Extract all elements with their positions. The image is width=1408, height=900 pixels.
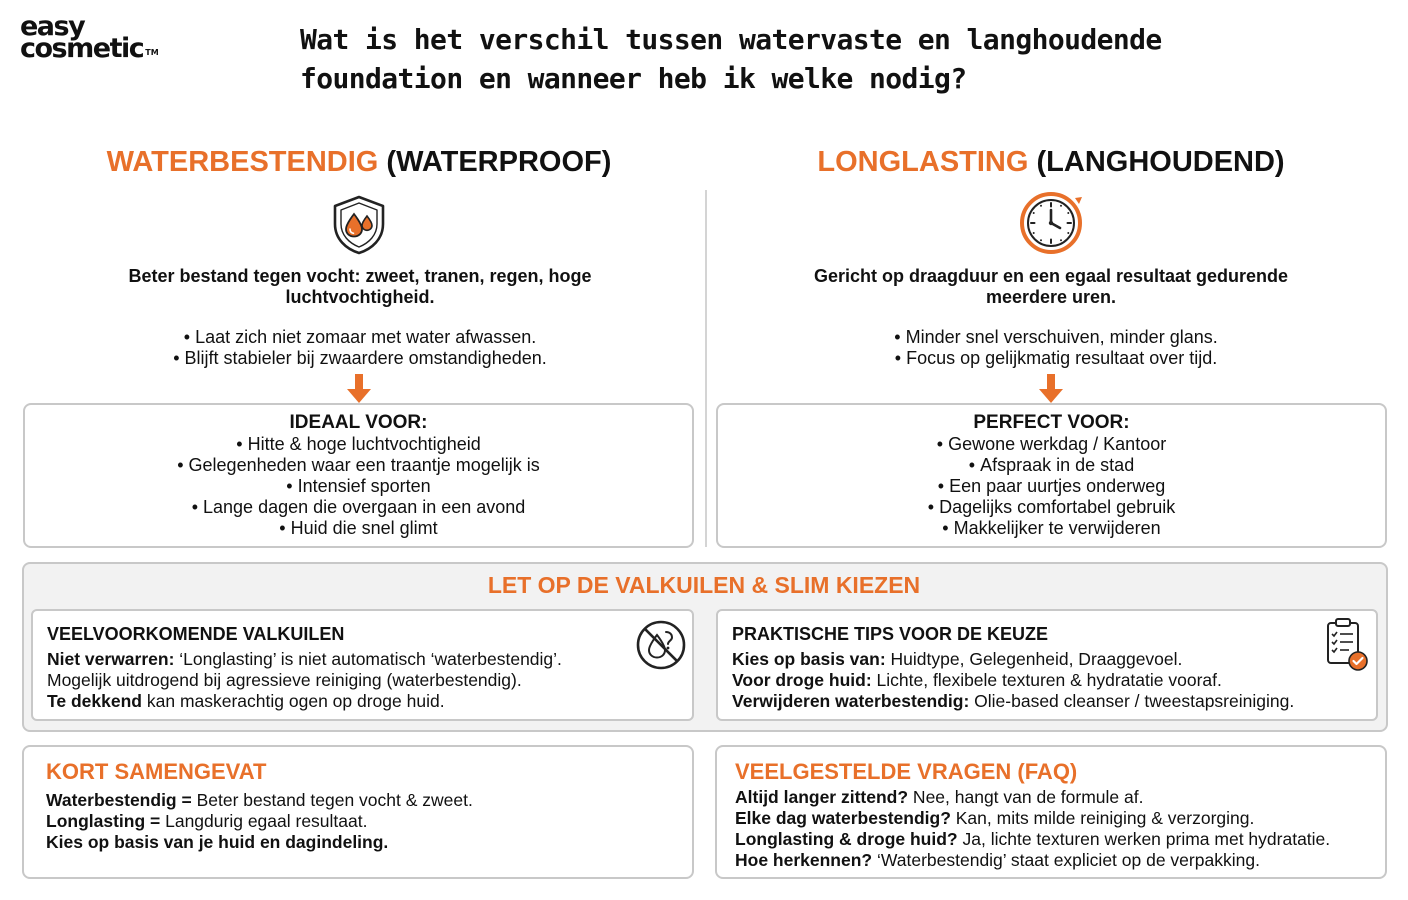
faq-line: Elke dag waterbestendig? Kan, mits milde reiniging & verzorging. [735, 808, 1255, 828]
ideal-for-list [25, 434, 692, 539]
page-title-line1: Wat is het verschil tussen watervaste en langhoudende [300, 23, 1162, 56]
ideal-for-title: IDEAAL VOOR: [289, 412, 428, 433]
summary-title: KORT SAMENGEVAT [46, 759, 267, 784]
pitfall-line: Te dekkend kan maskerachtig ogen op droge huid. [47, 691, 445, 711]
list-item: • Laat zich niet zomaar met water afwassen. [90, 327, 630, 348]
pitfalls-lines [47, 649, 562, 712]
page-title-line2: foundation en wanneer heb ik welke nodig? [300, 62, 967, 95]
brand-logo-line2: cosmetic [20, 33, 144, 64]
page-title [300, 20, 1300, 98]
list-item: • Makkelijker te verwijderen [718, 518, 1385, 539]
summary-lines [46, 790, 473, 853]
list-item: • Dagelijks comfortabel gebruik [718, 497, 1385, 518]
pitfalls-section-title: LET OP DE VALKUILEN & SLIM KIEZEN [487, 572, 921, 598]
tips-card [716, 609, 1378, 721]
perfect-for-box [716, 403, 1387, 548]
list-item: • Intensief sporten [25, 476, 692, 497]
checklist-icon [1324, 617, 1370, 673]
waterproof-intro: Beter bestand tegen vocht: zweet, tranen, regen, hoge luchtvochtigheid. [128, 266, 592, 307]
brand-logo [20, 11, 159, 64]
column-divider [705, 190, 707, 547]
list-item: • Een paar uurtjes onderweg [718, 476, 1385, 497]
longlasting-heading-accent: LONGLASTING [817, 146, 1029, 178]
faq-lines [735, 787, 1330, 871]
summary-line: Kies op basis van je huid en dagindeling. [46, 832, 389, 852]
tips-card-title: PRAKTISCHE TIPS VOOR DE KEUZE [732, 624, 1049, 644]
faq-title: VEELGESTELDE VRAGEN (FAQ) [735, 759, 1078, 784]
brand-logo-line1: easy [20, 11, 85, 42]
longlasting-bullet-list [780, 327, 1332, 369]
faq-card [715, 745, 1387, 879]
clock-icon [1018, 190, 1086, 260]
longlasting-heading-rest: (LANGHOUDEND) [1036, 146, 1285, 178]
waterproof-heading-accent: WATERBESTENDIG [106, 146, 379, 178]
arrow-down-icon [1038, 374, 1064, 404]
arrow-down-icon [346, 374, 372, 404]
list-item: • Gelegenheden waar een traantje mogelijk is [25, 455, 692, 476]
tip-line: Verwijderen waterbestendig: Olie-based cleanser / tweestapsreiniging. [732, 691, 1295, 711]
list-item: • Gewone werkdag / Kantoor [718, 434, 1385, 455]
longlasting-heading [716, 146, 1386, 179]
no-water-icon [635, 619, 687, 671]
faq-line: Altijd langer zittend? Nee, hangt van de formule af. [735, 787, 1144, 807]
faq-line: Longlasting & droge huid? Ja, lichte texturen werken prima met hydratatie. [735, 829, 1331, 849]
pitfall-line: Mogelijk uitdrogend bij agressieve reiniging (waterbestendig). [47, 670, 522, 690]
perfect-for-title: PERFECT VOOR: [973, 412, 1130, 433]
perfect-for-list [718, 434, 1385, 539]
pitfalls-card-title: VEELVOORKOMENDE VALKUILEN [47, 624, 345, 644]
longlasting-intro: Gericht op draagduur en een egaal resultaat gedurende meerdere uren. [813, 266, 1289, 307]
list-item: • Huid die snel glimt [25, 518, 692, 539]
list-item: • Hitte & hoge luchtvochtigheid [25, 434, 692, 455]
list-item: • Afspraak in de stad [718, 455, 1385, 476]
list-item: • Lange dagen die overgaan in een avond [25, 497, 692, 518]
tip-line: Voor droge huid: Lichte, flexibele texturen & hydratatie vooraf. [732, 670, 1222, 690]
tip-line: Kies op basis van: Huidtype, Gelegenheid, Draaggevoel. [732, 649, 1183, 669]
ideal-for-box [23, 403, 694, 548]
faq-line: Hoe herkennen? ‘Waterbestendig’ staat expliciet op de verpakking. [735, 850, 1260, 870]
summary-line: Longlasting = Langdurig egaal resultaat. [46, 811, 368, 831]
list-item: • Minder snel verschuiven, minder glans. [780, 327, 1332, 348]
list-item: • Focus op gelijkmatig resultaat over tijd. [780, 348, 1332, 369]
pitfall-line: Niet verwarren: ‘Longlasting’ is niet automatisch ‘waterbestendig’. [47, 649, 562, 669]
waterproof-bullet-list [90, 327, 630, 369]
trademark-mark: TM [145, 48, 159, 57]
summary-card [22, 745, 694, 879]
pitfalls-card [31, 609, 694, 721]
list-item: • Blijft stabieler bij zwaardere omstandigheden. [90, 348, 630, 369]
waterproof-heading [24, 146, 694, 179]
tips-lines [732, 649, 1294, 712]
waterproof-heading-rest: (WATERPROOF) [386, 146, 612, 178]
shield-waterdrops-icon [330, 194, 388, 260]
summary-line: Waterbestendig = Beter bestand tegen vocht & zweet. [46, 790, 473, 810]
